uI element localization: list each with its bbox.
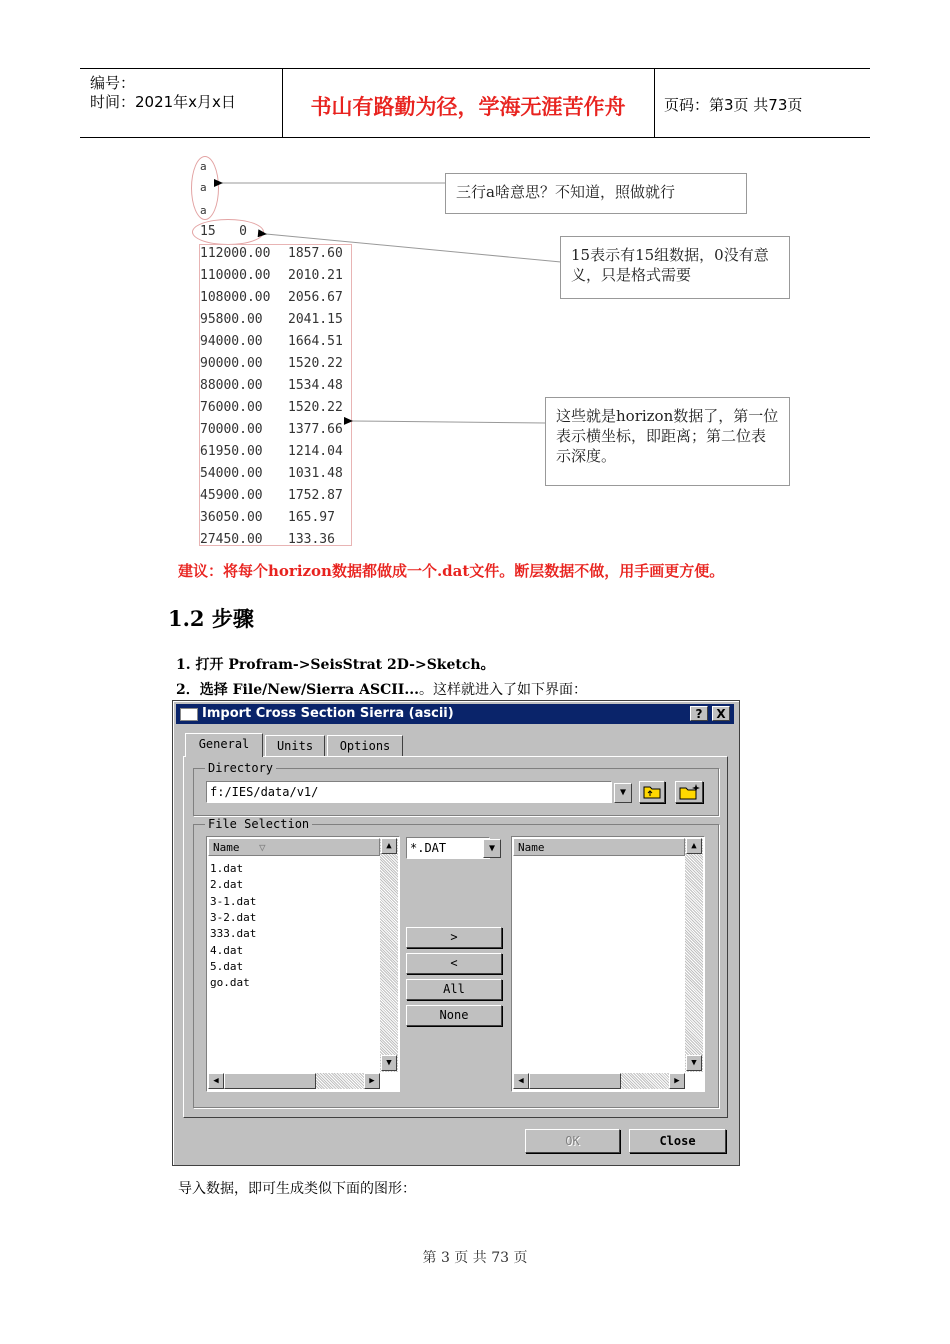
distance-value: 90000.00 — [200, 356, 263, 371]
scroll-thumb[interactable] — [224, 1073, 316, 1089]
file-list-item[interactable]: 333.dat — [210, 927, 257, 941]
file-list-item[interactable]: 3-1.dat — [210, 894, 257, 908]
step-2 — [176, 679, 587, 699]
after-dialog-text: 导入数据，即可生成类似下面的图形： — [178, 1181, 416, 1197]
left-list-header-label: Name — [213, 841, 240, 854]
directory-dropdown-button[interactable]: ▼ — [614, 783, 632, 803]
sort-down-icon: ▽ — [259, 841, 266, 854]
left-vertical-scrollbar[interactable] — [380, 838, 398, 1072]
directory-label: Directory — [205, 761, 276, 775]
doc-number: 编号： — [90, 74, 136, 92]
scroll-thumb[interactable] — [529, 1073, 621, 1089]
left-horizontal-scrollbar[interactable] — [208, 1073, 380, 1089]
scroll-left-icon[interactable]: ◀ — [208, 1073, 224, 1089]
arrow-note2 — [266, 234, 561, 262]
file-filter-select[interactable]: *.DAT — [406, 837, 490, 859]
distance-value: 70000.00 — [200, 422, 263, 437]
depth-value: 1031.48 — [288, 466, 343, 481]
file-selection-label: File Selection — [205, 817, 312, 831]
file-list-item[interactable]: 5.dat — [210, 959, 244, 973]
depth-value: 1214.04 — [288, 444, 343, 459]
depth-value: 1520.22 — [288, 356, 343, 371]
distance-value: 45900.00 — [200, 488, 263, 503]
listing-header-line: a — [200, 160, 207, 173]
left-list-header[interactable] — [208, 838, 380, 856]
help-button[interactable]: ? — [690, 706, 708, 721]
distance-value: 76000.00 — [200, 400, 263, 415]
parent-folder-button[interactable] — [639, 781, 665, 803]
distance-value: 112000.00 — [200, 246, 271, 261]
import-dialog — [172, 700, 740, 1166]
annotation-arrows — [0, 0, 950, 600]
note-fifteen-groups: 15表示有15组数据，0没有意义，只是格式需要 — [560, 236, 790, 299]
tab-units[interactable]: Units — [265, 735, 325, 757]
right-vertical-scrollbar[interactable] — [685, 838, 703, 1072]
header-slogan: 书山有路勤为径，学海无涯苦作舟 — [310, 95, 626, 119]
remove-all-button[interactable]: None — [406, 1005, 502, 1026]
scroll-down-icon[interactable]: ▼ — [686, 1055, 702, 1071]
arrow-note3 — [352, 421, 546, 423]
page-footer: 第 3 页 共 73 页 — [422, 1250, 528, 1266]
distance-value: 54000.00 — [200, 466, 263, 481]
distance-value: 36050.00 — [200, 510, 263, 525]
distance-value: 27450.00 — [200, 532, 263, 547]
depth-value: 1664.51 — [288, 334, 343, 349]
dialog-title: Import Cross Section Sierra (ascii) — [202, 706, 454, 721]
selected-files-list[interactable] — [511, 836, 705, 1092]
depth-value: 1534.48 — [288, 378, 343, 393]
distance-value: 94000.00 — [200, 334, 263, 349]
scroll-down-icon[interactable]: ▼ — [381, 1055, 397, 1071]
tab-general[interactable]: General — [185, 733, 263, 757]
file-list-item[interactable]: 2.dat — [210, 878, 244, 892]
depth-value: 2041.15 — [288, 312, 343, 327]
available-files-list[interactable] — [206, 836, 400, 1092]
listing-header-line: a — [200, 204, 207, 217]
page-info: 页码：第3页 共73页 — [664, 96, 803, 114]
depth-value: 1857.60 — [288, 246, 343, 261]
scroll-right-icon[interactable]: ▶ — [364, 1073, 380, 1089]
file-list-item[interactable]: go.dat — [210, 976, 250, 990]
scroll-right-icon[interactable]: ▶ — [669, 1073, 685, 1089]
doc-time: 时间：2021年x月x日 — [90, 93, 236, 111]
parent-folder-icon — [641, 782, 663, 800]
dialog-titlebar — [176, 704, 734, 724]
right-horizontal-scrollbar[interactable] — [513, 1073, 685, 1089]
depth-value: 1752.87 — [288, 488, 343, 503]
listing-count-line: 15 0 — [200, 224, 247, 239]
filter-dropdown-icon[interactable]: ▼ — [483, 839, 501, 858]
add-all-button[interactable]: All — [406, 979, 502, 1000]
directory-input[interactable]: f:/IES/data/v1/ — [206, 781, 612, 803]
depth-value: 1377.66 — [288, 422, 343, 437]
add-file-button[interactable]: > — [406, 927, 502, 948]
remove-file-button[interactable]: < — [406, 953, 502, 974]
right-list-header[interactable]: Name — [513, 838, 685, 856]
file-list-item[interactable]: 1.dat — [210, 862, 244, 875]
file-list-item[interactable]: 4.dat — [210, 943, 244, 957]
new-folder-button[interactable] — [675, 781, 703, 803]
distance-value: 108000.00 — [200, 290, 271, 305]
scroll-left-icon[interactable]: ◀ — [513, 1073, 529, 1089]
note-horizon-data: 这些就是horizon数据了，第一位表示横坐标，即距离；第二位表示深度。 — [545, 397, 790, 486]
distance-value: 95800.00 — [200, 312, 263, 327]
depth-value: 2056.67 — [288, 290, 343, 305]
close-button[interactable]: Close — [629, 1129, 726, 1153]
close-window-button[interactable]: X — [712, 706, 730, 721]
depth-value: 165.97 — [288, 510, 335, 525]
scroll-up-icon[interactable]: ▲ — [686, 838, 702, 854]
distance-value: 61950.00 — [200, 444, 263, 459]
step-1: 1. 打开 Profram->SeisStrat 2D->Sketch。 — [176, 657, 495, 673]
section-title: 1.2 步骤 — [168, 606, 254, 631]
distance-value: 88000.00 — [200, 378, 263, 393]
new-folder-icon — [677, 782, 701, 800]
scroll-up-icon[interactable]: ▲ — [381, 838, 397, 854]
ok-button[interactable]: OK — [525, 1129, 620, 1153]
listing-header-line: a — [200, 181, 207, 194]
step-2-rest: 。这样就进入了如下界面： — [418, 682, 587, 698]
note-three-a: 三行a啥意思？不知道，照做就行 — [445, 173, 747, 214]
tab-options[interactable]: Options — [327, 735, 403, 757]
depth-value: 133.36 — [288, 532, 335, 547]
file-list-item[interactable]: 3-2.dat — [210, 910, 257, 924]
depth-value: 2010.21 — [288, 268, 343, 283]
depth-value: 1520.22 — [288, 400, 343, 415]
window-icon — [180, 708, 198, 721]
distance-value: 110000.00 — [200, 268, 271, 283]
suggestion-text: 建议：将每个horizon数据都做成一个.dat文件。断层数据不做，用手画更方便。 — [178, 562, 725, 580]
step-2-command: 2．选择 File/New/Sierra ASCII... — [176, 682, 419, 698]
